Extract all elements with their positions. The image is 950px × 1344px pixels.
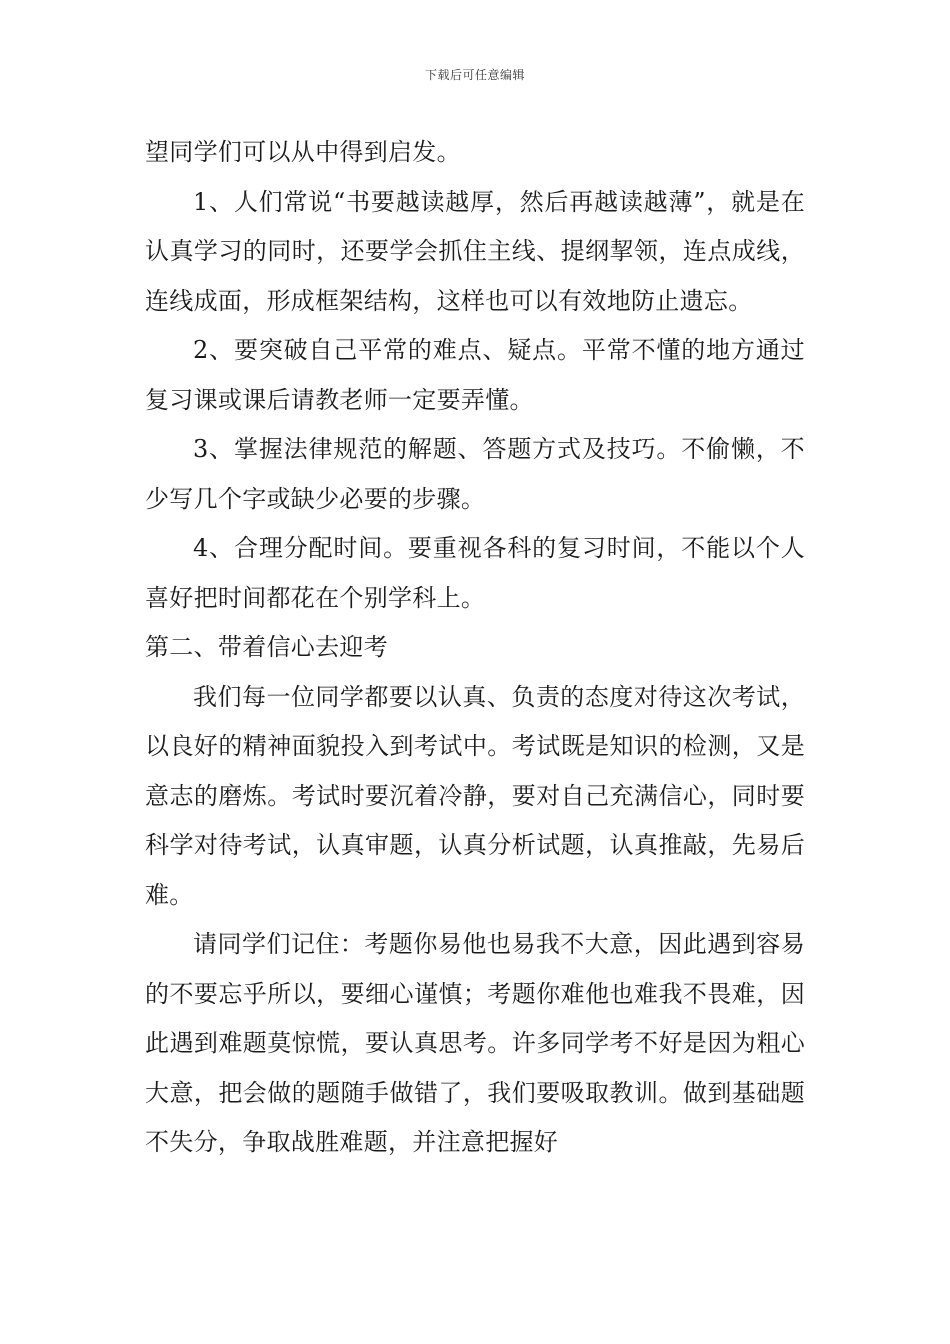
paragraph-point-2: 2、要突破自己平常的难点、疑点。平常不懂的地方通过复习课或课后请教老师一定要弄懂。 — [145, 336, 805, 414]
paragraph-point-1: 1、人们常说“书要越读越厚，然后再越读越薄”，就是在认真学习的同时，还要学会抓住主线、提纲挈领，连点成线，连线成面，形成框架结构，这样也可以有效地防止遗忘。 — [145, 187, 805, 315]
paragraph-intro-end: 望同学们可以从中得到启发。 — [145, 138, 461, 166]
paragraph-confidence: 我们每一位同学都要以认真、负责的态度对待这次考试，以良好的精神面貌投入到考试中。考试既是知识的检测，又是意志的磨炼。考试时要沉着冷静，要对自己充满信心，同时要科学对待考试，认真审题，认真分析试题，认真推敲，先易后难。 — [145, 682, 805, 909]
paragraph-point-4: 4、合理分配时间。要重视各科的复习时间，不能以个人喜好把时间都花在个别学科上。 — [145, 534, 805, 612]
document-body — [145, 128, 805, 1168]
paragraph-point-3: 3、掌握法律规范的解题、答题方式及技巧。不偷懒，不少写几个字或缺少必要的步骤。 — [145, 435, 805, 513]
paragraph-remember: 请同学们记住：考题你易他也易我不大意，因此遇到容易的不要忘乎所以，要细心谨慎；考题你难他也难我不畏难，因此遇到难题莫惊慌，要认真思考。许多同学考不好是因为粗心大意，把会做的题随手做错了，我们要吸取教训。做到基础题不失分，争取战胜难题，并注意把握好 — [145, 930, 805, 1156]
page-header-note: 下载后可任意编辑 — [424, 68, 525, 82]
section-heading: 第二、带着信心去迎考 — [145, 633, 388, 661]
